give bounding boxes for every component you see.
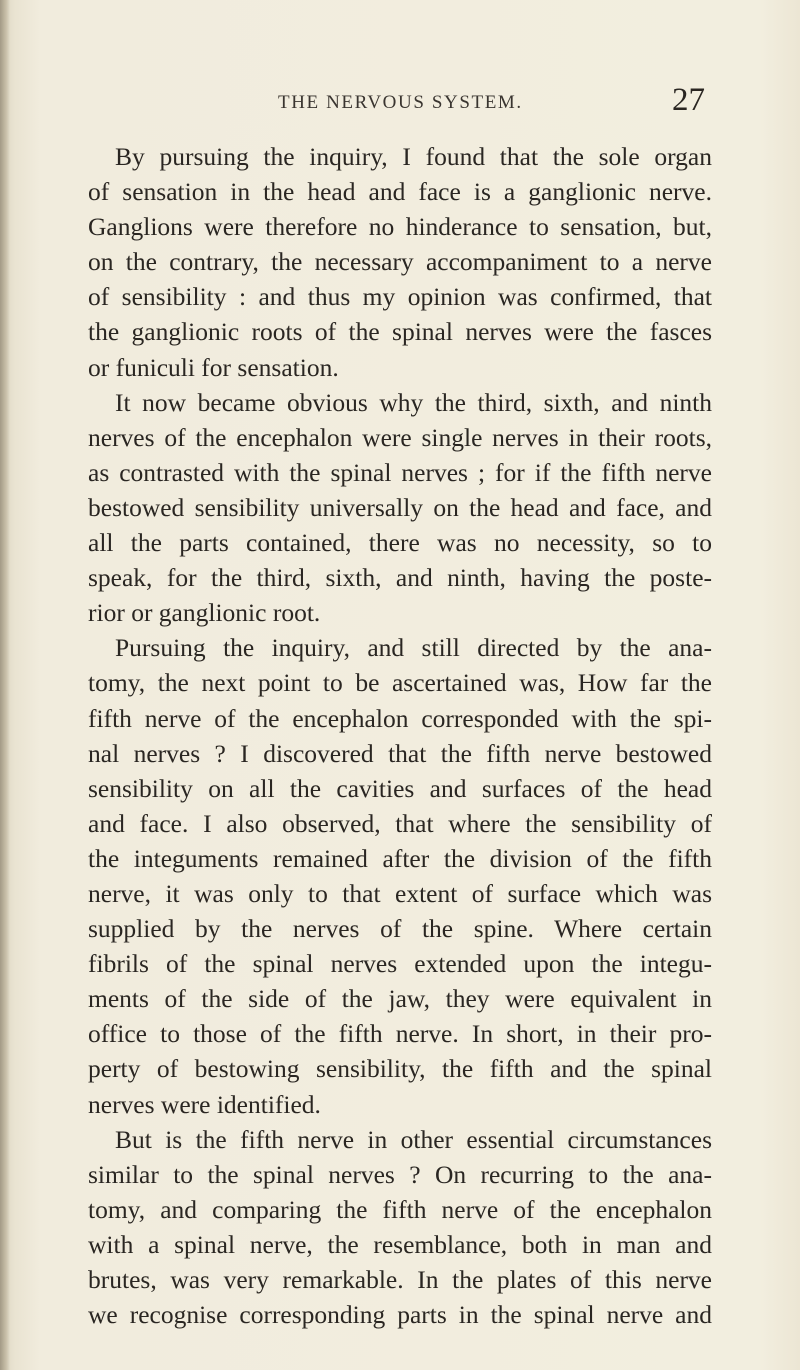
- text-line: perty of bestowing sensibility, the fifth and the spinal: [88, 1054, 712, 1084]
- text-line: of sensibility : and thus my opinion was confirmed, that: [88, 282, 712, 312]
- page-number: 27: [672, 82, 705, 118]
- text-line: tomy, and comparing the fifth nerve of the encephalon: [88, 1194, 712, 1224]
- running-head: [0, 82, 800, 126]
- text-line: Ganglions were therefore no hinderance to sensation, but,: [88, 212, 712, 242]
- text-line: we recognise corresponding parts in the spinal nerve and: [88, 1300, 712, 1330]
- text-line: Pursuing the inquiry, and still directed by the ana-: [115, 633, 712, 663]
- text-line: ments of the side of the jaw, they were equivalent in: [88, 984, 712, 1014]
- text-line: bestowed sensibility universally on the head and face, and: [88, 492, 712, 522]
- text-line: supplied by the nerves of the spine. Where certain: [88, 914, 712, 944]
- text-line: the integuments remained after the division of the fifth: [88, 843, 712, 873]
- text-line: rior or ganglionic root.: [88, 598, 321, 628]
- text-line: By pursuing the inquiry, I found that the sole organ: [115, 142, 712, 171]
- text-line: sensibility on all the cavities and surfaces of the head: [88, 773, 712, 803]
- text-line: or funiculi for sensation.: [88, 352, 339, 382]
- text-line: as contrasted with the spinal nerves ; for if the fifth nerve: [88, 457, 712, 487]
- text-line: with a spinal nerve, the resemblance, both in man and: [88, 1229, 712, 1259]
- text-line: fibrils of the spinal nerves extended upon the integu-: [88, 949, 712, 979]
- text-line: on the contrary, the necessary accompaniment to a nerve: [88, 247, 712, 277]
- text-line: of sensation in the head and face is a ganglionic nerve.: [88, 177, 712, 207]
- text-line: But is the fifth nerve in other essential circumstances: [115, 1124, 712, 1154]
- text-line: nerves of the encephalon were single nerves in their roots,: [88, 422, 712, 452]
- text-line: tomy, the next point to be ascertained was, How far the: [88, 668, 712, 698]
- text-line: speak, for the third, sixth, and ninth, having the poste-: [88, 563, 712, 593]
- text-line: nal nerves ? I discovered that the fifth nerve bestowed: [88, 738, 712, 768]
- text-line: It now became obvious why the third, sixth, and ninth: [115, 387, 712, 417]
- text-line: nerve, it was only to that extent of surface which was: [88, 878, 712, 908]
- text-line: office to those of the fifth nerve. In short, in their pro-: [88, 1019, 712, 1049]
- body-text: [88, 139, 712, 1332]
- text-line: similar to the spinal nerves ? On recurring to the ana-: [88, 1159, 712, 1189]
- text-line: nerves were identified.: [88, 1089, 321, 1119]
- text-line: all the parts contained, there was no necessity, so to: [88, 528, 712, 558]
- running-title: THE NERVOUS SYSTEM.: [278, 92, 523, 113]
- text-line: and face. I also observed, that where the sensibility of: [88, 808, 712, 838]
- text-line: fifth nerve of the encephalon corresponded with the spi-: [88, 703, 712, 733]
- binding-edge: [0, 0, 10, 1370]
- text-line: brutes, was very remarkable. In the plates of this nerve: [88, 1265, 712, 1294]
- text-line: the ganglionic roots of the spinal nerves were the fasces: [88, 317, 712, 347]
